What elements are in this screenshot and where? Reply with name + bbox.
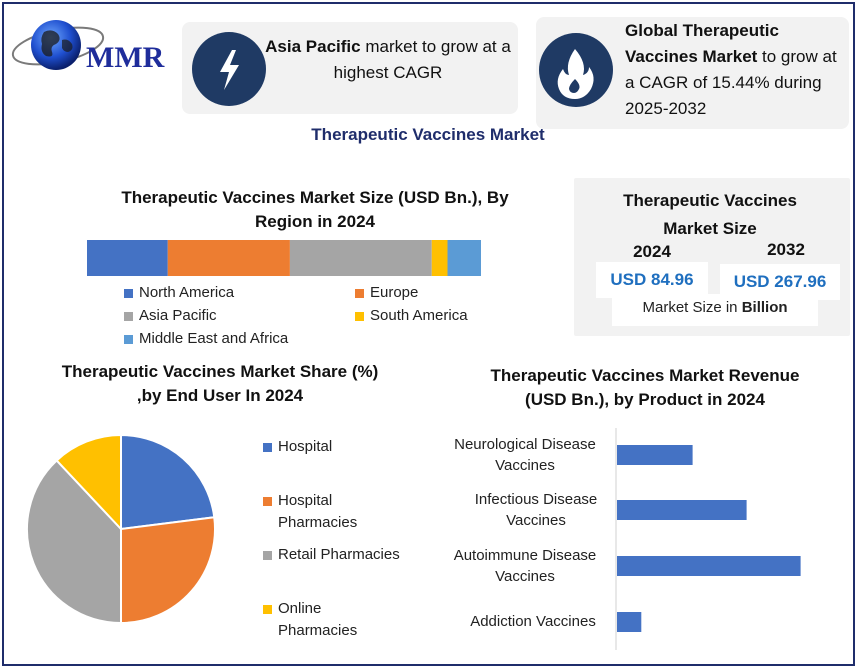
pie-slice-0: [121, 435, 214, 529]
legend-swatch: [263, 497, 272, 506]
legend-swatch: [124, 312, 133, 321]
region-bar-segment-0: [87, 240, 168, 276]
region-bar-segment-2: [290, 240, 432, 276]
flame-badge: [539, 33, 613, 107]
legend-item-mea: Middle East and Africa: [124, 328, 288, 350]
year-2024: 2024: [633, 242, 671, 261]
product-bar-0: [617, 445, 693, 465]
end-user-pie-chart: [22, 430, 222, 630]
highlight-text-global: Global Therapeutic Vaccines Market to grow at a CAGR of 15.44% during 2025-2032: [625, 21, 837, 118]
legend-swatch: [263, 443, 272, 452]
region-bar-segment-1: [168, 240, 290, 276]
product-label-infectious: Infectious Disease Vaccines: [474, 491, 598, 529]
region-chart-title: Therapeutic Vaccines Market Size (USD Bn.), By Region in 2024: [121, 188, 509, 231]
legend-swatch: [124, 289, 133, 298]
pie-slice-1: [121, 517, 215, 623]
legend-item-asia-pacific: Asia Pacific: [124, 305, 217, 327]
market-size-unit: Market Size in Billion: [612, 294, 818, 326]
legend-item-europe: Europe: [355, 282, 418, 304]
highlight-card-global: [536, 17, 849, 129]
product-bar-1: [617, 500, 747, 520]
legend-item-north-america: North America: [124, 282, 234, 304]
year-2032: 2032: [767, 240, 805, 259]
product-chart-title: Therapeutic Vaccines Market Revenue (USD Bn.), by Product in 2024: [490, 366, 800, 409]
value-2024: USD 84.96: [596, 262, 708, 298]
flame-icon: [539, 33, 613, 107]
region-bar-segment-3: [432, 240, 448, 276]
product-bar-chart: [614, 428, 834, 650]
legend-swatch: [355, 289, 364, 298]
product-label-neurological: Neurological Disease Vaccines: [454, 436, 596, 474]
pie-legend-online-pharmacies: Online Pharmacies: [263, 598, 373, 642]
logo-text: MMR: [86, 41, 165, 74]
lightning-icon: [192, 32, 266, 106]
pie-legend-retail-pharmacies: Retail Pharmacies: [263, 544, 400, 566]
pie-legend-hospital: Hospital: [263, 436, 332, 458]
mmr-logo: [10, 12, 170, 78]
legend-swatch: [355, 312, 364, 321]
pie-chart-title: Therapeutic Vaccines Market Share (%) ,by End User In 2024: [61, 362, 379, 405]
value-2032: USD 267.96: [720, 264, 840, 300]
page-title: Therapeutic Vaccines Market: [311, 125, 545, 144]
product-label-autoimmune: Autoimmune Disease Vaccines: [453, 547, 597, 585]
legend-swatch: [124, 335, 133, 344]
region-bar-segment-4: [448, 240, 481, 276]
legend-swatch: [263, 605, 272, 614]
market-size-card: [574, 178, 850, 336]
product-bar-3: [617, 612, 641, 632]
market-size-title: Therapeutic Vaccines Market Size: [623, 191, 797, 238]
legend-item-south-america: South America: [355, 305, 468, 327]
product-bar-2: [617, 556, 801, 576]
pie-legend-hospital-pharmacies: Hospital Pharmacies: [263, 490, 373, 534]
highlight-card-asia: [182, 22, 518, 114]
legend-swatch: [263, 551, 272, 560]
product-label-addiction: Addiction Vaccines: [470, 613, 596, 630]
highlight-text-asia: Asia Pacific market to grow at a highest CAGR: [265, 37, 511, 82]
lightning-badge: [192, 32, 266, 106]
region-stacked-bar: [87, 240, 483, 278]
